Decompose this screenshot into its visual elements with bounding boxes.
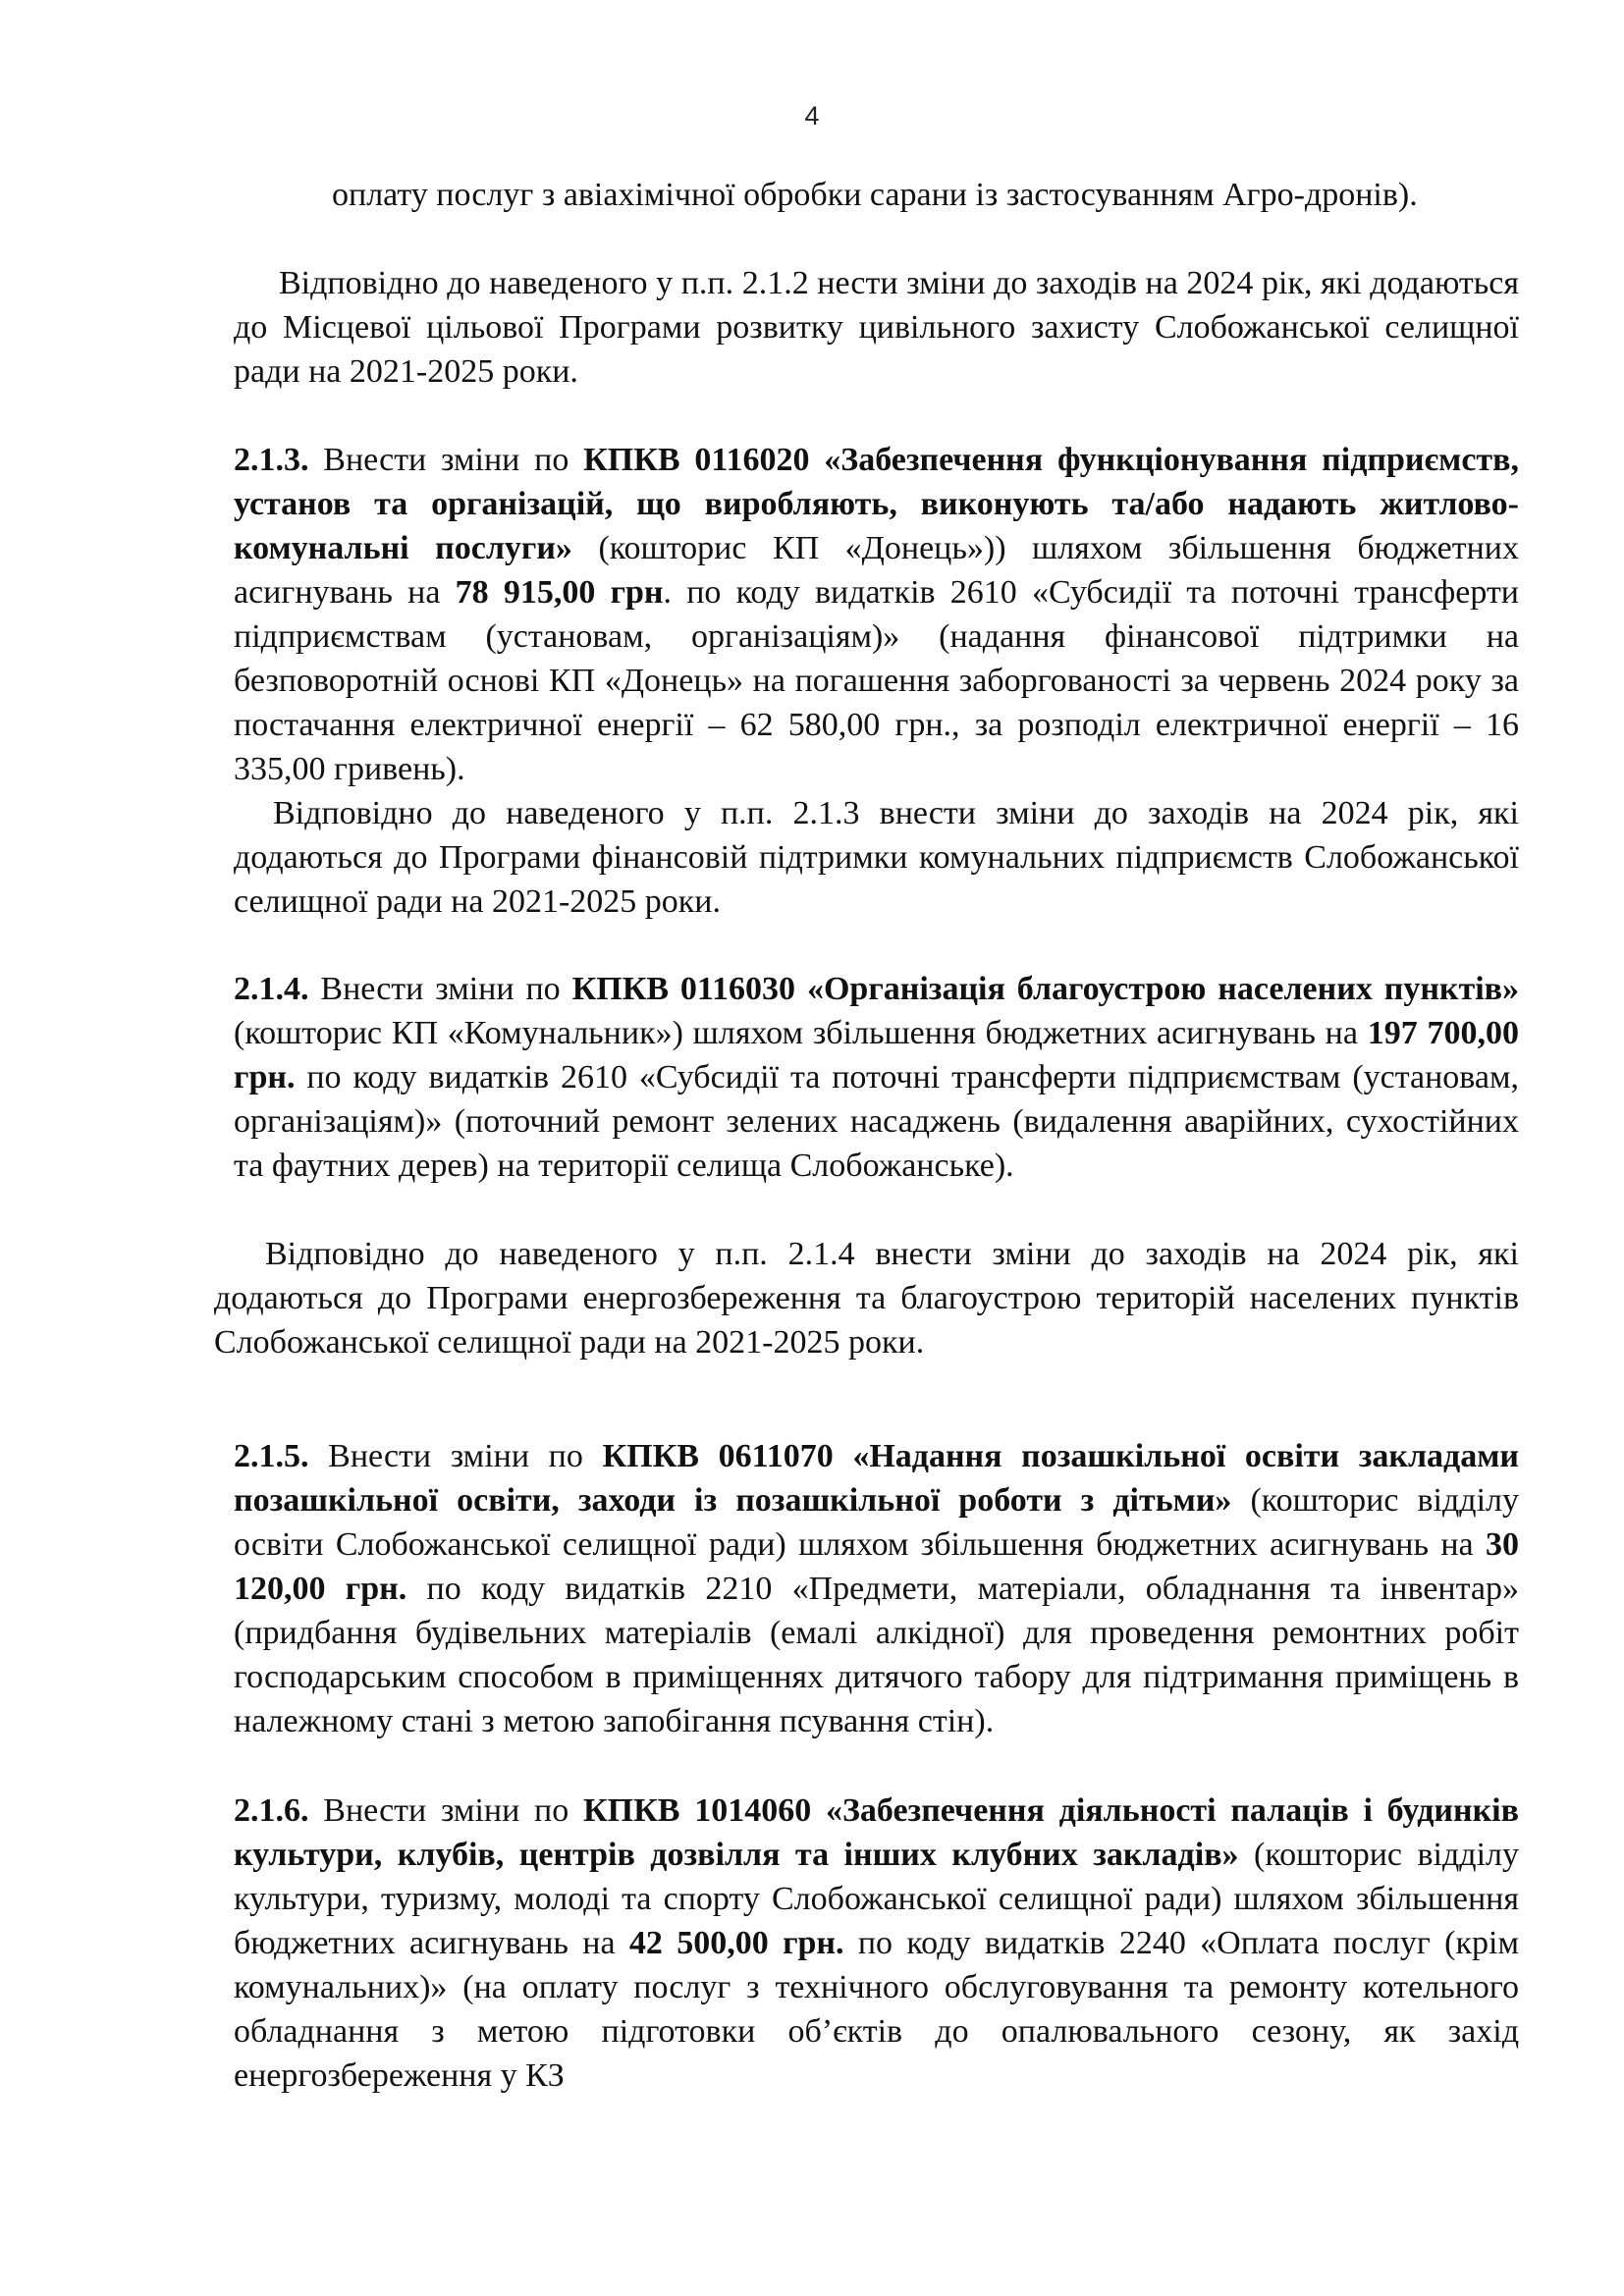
section-text: . по коду видатків 2610 «Субсидії та поточні трансферти підприємствам (установам, організаціям)» (надання фінансової підтримки на безповоротній основі КП «Донець» на погашення заборгованості за червень 2024 року за постачання електричної енергії – 62 580,00 грн., за розподіл електричної енергії – 16 335,00 гривень). bbox=[234, 574, 1520, 787]
paragraph-continuation: оплату послуг з авіахімічної обробки сарани із застосуванням Агро-дронів). bbox=[332, 177, 1418, 213]
amount: 30 120,00 грн. bbox=[234, 1526, 1519, 1607]
budget-code: КПКВ 0116030 «Організація благоустрою населених пунктів» bbox=[571, 971, 1520, 1007]
section-text: по коду видатків 2240 «Оплата послуг (крім комунальних)» (на оплату послуг з технічного обслуговування та ремонту котельного обладнання з метою підготовки об’єктів до опалювального сезону, як захід енергозбереження у КЗ bbox=[234, 1925, 1519, 2094]
section-number: 2.1.6. bbox=[234, 1792, 309, 1829]
section-2-1-3 bbox=[234, 438, 1519, 791]
section-text: по коду видатків 2210 «Предмети, матеріали, обладнання та інвентар» (придбання будівельних матеріалів (емалі алкідної) для проведення ремонтних робіт господарським способом в приміщеннях дитячого табору для підтримання приміщень в належному стані з метою запобігання псування стін). bbox=[234, 1571, 1519, 1739]
paragraph-reference-2-1-3: Відповідно до наведеного у п.п. 2.1.3 внести зміни до заходів на 2024 рік, які додаються до Програми фінансовій підтримки комунальних підприємств Слобожанської селищної ради на 2021-2025 роки. bbox=[234, 795, 1519, 920]
section-text: (кошторис відділу культури, туризму, молоді та спорту Слобожанської селищної ради) шляхом збільшення бюджетних асигнувань на bbox=[234, 1837, 1519, 1961]
amount: 197 700,00 грн. bbox=[234, 1015, 1520, 1095]
section-text: Внести зміни по bbox=[308, 1792, 583, 1829]
section-text: по коду видатків 2610 «Субсидії та поточні трансферти підприємствам (установам, організаціям)» (поточний ремонт зелених насаджень (видалення аварійних, сухостійних та фаутних дерев) на території селища Слобожанське). bbox=[234, 1059, 1519, 1184]
section-text: (кошторис КП «Комунальник») шляхом збільшення бюджетних асигнувань на bbox=[234, 1015, 1368, 1051]
section-2-1-6 bbox=[234, 1789, 1519, 2098]
page-number: 4 bbox=[804, 101, 820, 131]
section-text: Внести зміни по bbox=[308, 971, 572, 1007]
section-2-1-4 bbox=[234, 967, 1519, 1188]
amount: 78 915,00 грн bbox=[455, 574, 664, 611]
paragraph-reference-2-1-4: Відповідно до наведеного у п.п. 2.1.4 внести зміни до заходів на 2024 рік, які додаються до Програми енергозбереження та благоустрою територій населених пунктів Слобожанської селищної ради на 2021-2025 роки. bbox=[214, 1236, 1519, 1361]
section-number: 2.1.3. bbox=[234, 442, 309, 478]
budget-code: КПКВ 0116020 «Забезпечення функціонування підприємств, установ та організацій, що виробляють, виконують та/або надають житлово-комунальні послуги» bbox=[234, 442, 1519, 566]
section-text: Внести зміни по bbox=[308, 1438, 603, 1474]
section-number: 2.1.4. bbox=[234, 971, 309, 1007]
budget-code: КПКВ 0611070 «Надання позашкільної освіти закладами позашкільної освіти, заходи із позашкільної роботи з дітьми» bbox=[234, 1438, 1520, 1519]
amount: 42 500,00 грн. bbox=[628, 1925, 844, 1961]
section-text: (кошторис КП «Донець»)) шляхом збільшення бюджетних асигнувань на bbox=[234, 530, 1520, 611]
section-text: (кошторис відділу освіти Слобожанської селищної ради) шляхом збільшення бюджетних асигнувань на bbox=[234, 1482, 1519, 1563]
section-number: 2.1.5. bbox=[234, 1438, 309, 1474]
paragraph-reference-2-1-2: Відповідно до наведеного у п.п. 2.1.2 нести зміни до заходів на 2024 рік, які додаються до Місцевої цільової Програми розвитку цивільного захисту Слобожанської селищної ради на 2021-2025 роки. bbox=[234, 265, 1519, 390]
section-text: Внести зміни по bbox=[308, 442, 584, 478]
section-2-1-5 bbox=[234, 1434, 1519, 1743]
budget-code: КПКВ 1014060 «Забезпечення діяльності палаців і будинків культури, клубів, центрів дозвілля та інших клубних закладів» bbox=[234, 1792, 1519, 1873]
